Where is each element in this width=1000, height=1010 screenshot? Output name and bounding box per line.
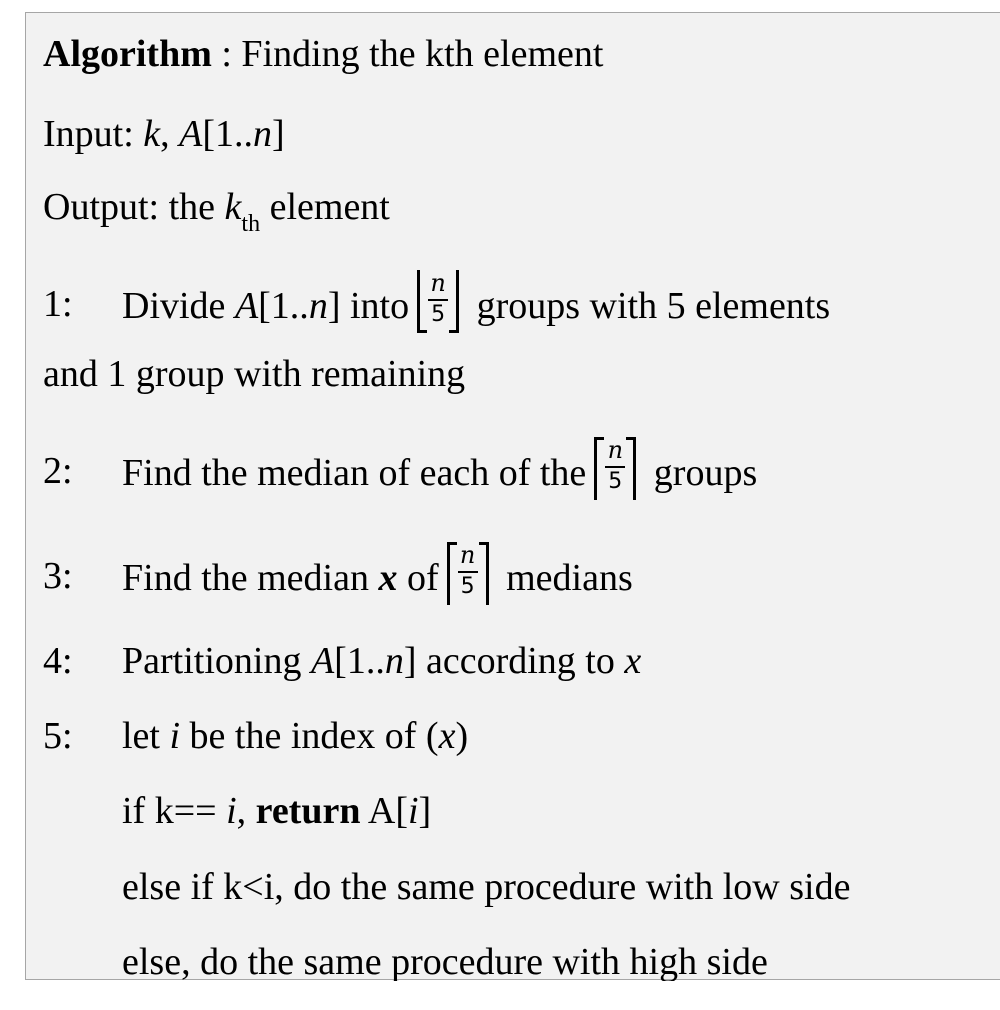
- step-1-range: [1..: [258, 285, 309, 327]
- output-subscript: th: [241, 211, 261, 237]
- step-5-i: i: [169, 715, 181, 757]
- step-5-x: x: [438, 715, 456, 757]
- if-comma: ,: [236, 790, 256, 832]
- input-label: Input:: [43, 113, 144, 155]
- input-k: k: [143, 113, 161, 155]
- step-3-x: x: [378, 557, 398, 599]
- fraction-numerator: n: [459, 541, 476, 569]
- step-4-line: [122, 642, 641, 680]
- else-line: else, do the same procedure with high side: [122, 941, 768, 981]
- title-bold: Algorithm: [43, 33, 212, 75]
- step-5-line: [122, 717, 468, 755]
- step-3-of: of: [397, 557, 439, 599]
- step-5-mid: be the index of (: [180, 715, 439, 757]
- step-1-n: n: [308, 285, 328, 327]
- step-4-according: ] according to: [403, 640, 625, 682]
- input-n: n: [253, 113, 273, 155]
- output-label: Output: the: [43, 186, 225, 228]
- step-1-number: 1:: [43, 283, 73, 325]
- fraction-denominator: 5: [608, 469, 623, 494]
- output-rest: element: [260, 186, 390, 228]
- step-3-text: Find the median: [122, 557, 379, 599]
- if-i: i: [226, 790, 237, 832]
- if-close: ]: [418, 790, 432, 832]
- step-2-number: 2:: [43, 450, 73, 492]
- step-3-number: 3:: [43, 555, 73, 597]
- ceil-n-over-5: [445, 542, 491, 604]
- fraction-denominator: 5: [460, 574, 475, 599]
- if-a: A[: [360, 790, 408, 832]
- input-range-open: [1..: [202, 113, 254, 155]
- fraction-denominator: 5: [431, 302, 446, 327]
- algorithm-title: [43, 35, 603, 73]
- step-2-after: groups: [644, 452, 758, 494]
- step-1-into: ] into: [327, 285, 410, 327]
- title-text: : Finding the kth element: [211, 33, 604, 75]
- input-range-close: ]: [272, 113, 285, 155]
- step-4-a: A: [310, 640, 335, 682]
- step-3-after: medians: [496, 557, 633, 599]
- input-a: A: [179, 113, 203, 155]
- input-line: [43, 115, 285, 153]
- step-1-text: Divide: [122, 285, 235, 327]
- if-prefix: if k==: [122, 790, 227, 832]
- fraction-numerator: n: [430, 269, 446, 297]
- step-4-x: x: [624, 640, 642, 682]
- step-3-line: [122, 542, 633, 604]
- if-line: [122, 792, 431, 830]
- output-k: k: [224, 186, 242, 228]
- if-i-index: i: [407, 790, 419, 832]
- step-4-number: 4:: [43, 640, 73, 682]
- step-4-range: [1..: [334, 640, 385, 682]
- step-1-continuation: and 1 group with remaining: [43, 353, 466, 395]
- output-line: [43, 186, 390, 237]
- step-2-line: [122, 437, 757, 499]
- step-1-line: [122, 270, 830, 332]
- ceil-n-over-5: [592, 437, 638, 499]
- step-5-text: let: [122, 715, 170, 757]
- step-1-a: A: [234, 285, 259, 327]
- floor-n-over-5: [415, 270, 461, 332]
- return-keyword: return: [255, 790, 361, 832]
- step-5-close: ): [455, 715, 469, 757]
- fraction-numerator: n: [607, 436, 624, 464]
- step-4-text: Partitioning: [122, 640, 311, 682]
- step-1-after: groups with 5 elements: [467, 285, 831, 327]
- step-2-text: Find the median of each of the: [122, 452, 587, 494]
- step-4-n: n: [384, 640, 404, 682]
- input-sep: ,: [160, 113, 180, 155]
- else-if-line: else if k<i, do the same procedure with low side: [122, 866, 851, 908]
- step-5-number: 5:: [43, 715, 73, 757]
